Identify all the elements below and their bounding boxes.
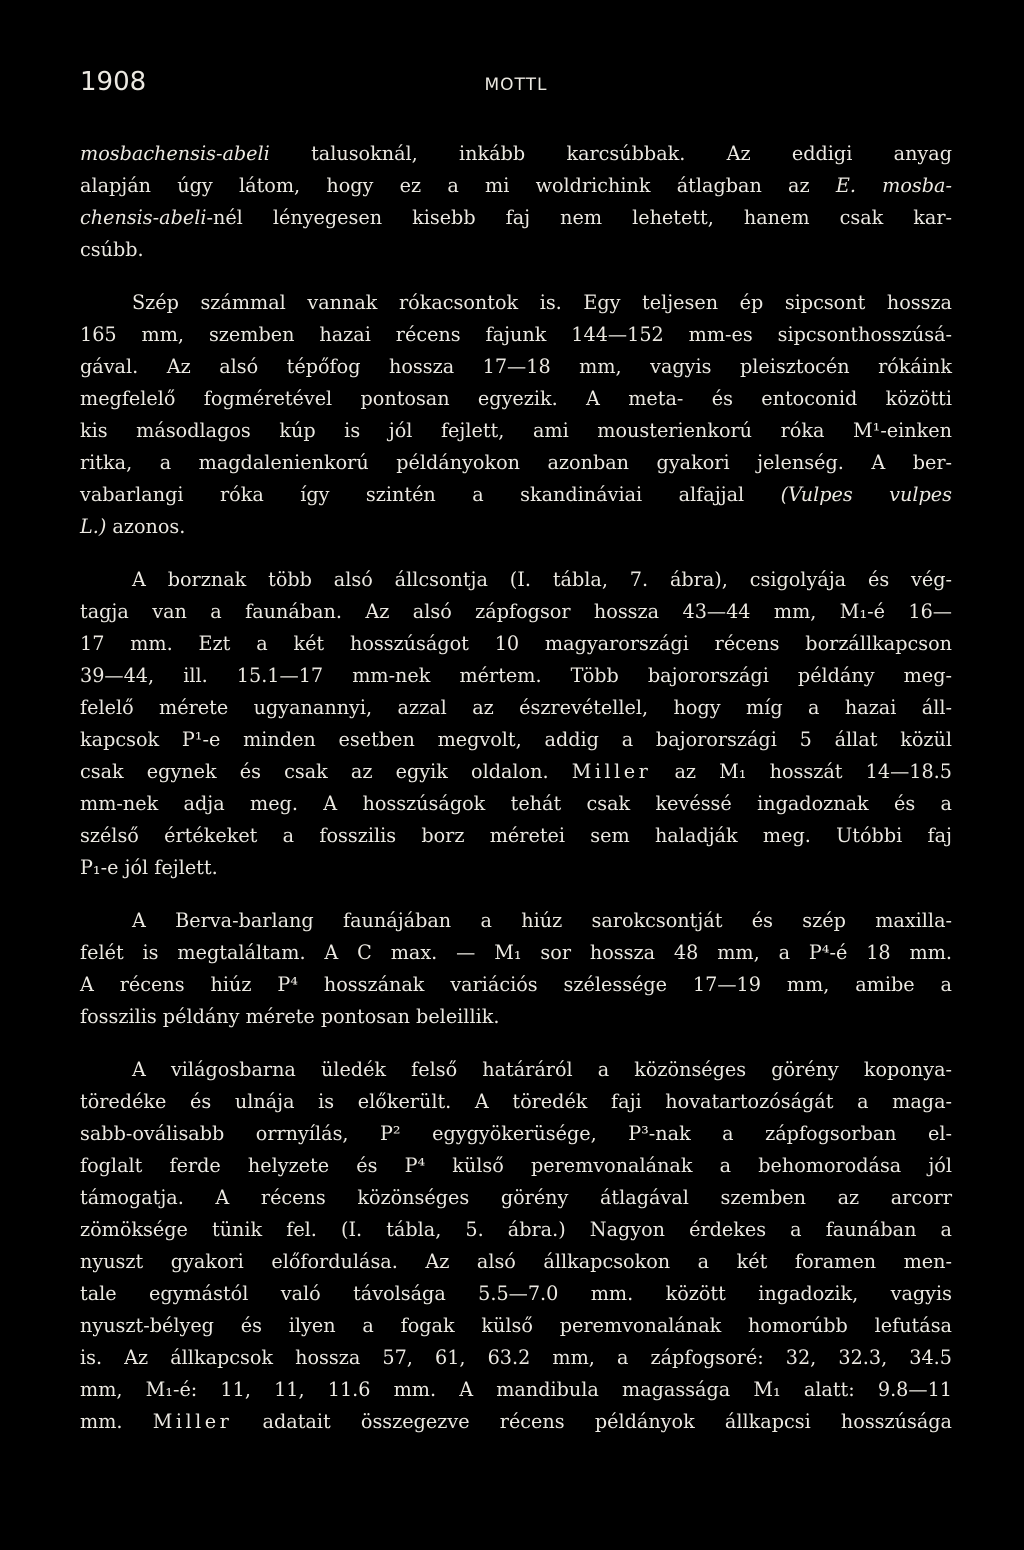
text-line: tale egymástól való távolsága 5.5—7.0 mm. között ingadozik, vagyis [80, 1282, 952, 1305]
text-line: 39—44, ill. 15.1—17 mm-nek mértem. Több bajorországi példány meg- [80, 664, 952, 687]
text-line: A récens hiúz P⁴ hosszának variációs szélessége 17—19 mm, amibe a [80, 973, 952, 996]
text-line: P₁-e jól fejlett. [80, 856, 218, 879]
text-line: vabarlangi róka így szintén a skandináviai alfajjal (Vulpes vulpes [80, 483, 952, 506]
text-line: felelő mérete ugyanannyi, azzal az észrevétellel, hogy míg a hazai áll- [80, 696, 952, 719]
text-line: A Berva-barlang faunájában a hiúz sarokcsontját és szép maxilla- [132, 909, 952, 932]
text-line: csúbb. [80, 238, 144, 261]
text-line: felét is megtaláltam. A C max. — M₁ sor hossza 48 mm, a P⁴-é 18 mm. [80, 941, 952, 964]
body-text [80, 138, 952, 1438]
paragraph-2 [80, 287, 952, 543]
text-line: kis másodlagos kúp is jól fejlett, ami mousterienkorú róka M¹-einken [80, 419, 952, 442]
page-header [80, 62, 952, 110]
text-line: A világosbarna üledék felső határáról a közönséges görény koponya- [132, 1058, 952, 1081]
paragraph-4 [80, 905, 952, 1033]
text-line: A borznak több alsó állcsontja (I. tábla, 7. ábra), csigolyája és vég- [132, 568, 952, 591]
text-line: alapján úgy látom, hogy ez a mi woldrichink átlagban az E. mosba- [80, 174, 952, 197]
text-line: kapcsok P¹-e minden esetben megvolt, addig a bajorországi 5 állat közül [80, 728, 952, 751]
text-line: mm-nek adja meg. A hosszúságok tehát csak kevéssé ingadoznak és a [80, 792, 952, 815]
text-line: nyuszt-bélyeg és ilyen a fogak külső peremvonalának homorúbb lefutása [80, 1314, 952, 1337]
text-line: fosszilis példány mérete pontosan beleillik. [80, 1005, 500, 1028]
text-line: mm, M₁-é: 11, 11, 11.6 mm. A mandibula magassága M₁ alatt: 9.8—11 [80, 1378, 952, 1401]
text-line: is. Az állkapcsok hossza 57, 61, 63.2 mm, a zápfogsoré: 32, 32.3, 34.5 [80, 1346, 952, 1369]
text-line: csak egynek és csak az egyik oldalon. Miller az M₁ hosszát 14—18.5 [80, 760, 952, 783]
text-line: zömöksége tünik fel. (I. tábla, 5. ábra.) Nagyon érdekes a faunában a [80, 1218, 952, 1241]
paragraph-5 [80, 1054, 952, 1438]
text-line: töredéke és ulnája is előkerült. A töredék faji hovatartozóságát a maga- [80, 1090, 952, 1113]
text-line: L.) azonos. [80, 515, 186, 538]
text-line: megfelelő fogméretével pontosan egyezik. A meta- és entoconid közötti [80, 387, 952, 410]
text-line: chensis-abeli-nél lényegesen kisebb faj nem lehetett, hanem csak kar- [80, 206, 952, 229]
text-line: 17 mm. Ezt a két hosszúságot 10 magyarországi récens borzállkapcson [80, 632, 952, 655]
text-line: ritka, a magdalenienkorú példányokon azonban gyakori jelenség. A ber- [80, 451, 952, 474]
text-line: támogatja. A récens közönséges görény átlagával szemben az arcorr [80, 1186, 952, 1209]
text-line: gával. Az alsó tépőfog hossza 17—18 mm, vagyis pleisztocén rókáink [80, 355, 952, 378]
running-head: MOTTL [484, 75, 548, 95]
paragraph-3 [80, 564, 952, 884]
page-number: 1908 [80, 67, 147, 97]
text-line: Szép számmal vannak rókacsontok is. Egy teljesen ép sipcsont hossza [132, 291, 952, 314]
text-line: szélső értékeket a fosszilis borz méretei sem haladják meg. Utóbbi faj [80, 824, 952, 847]
text-line: tagja van a faunában. Az alsó zápfogsor hossza 43—44 mm, M₁-é 16— [80, 600, 952, 623]
text-line: nyuszt gyakori előfordulása. Az alsó állkapcsokon a két foramen men- [80, 1250, 952, 1273]
text-line: mm. Miller adatait összegezve récens példányok állkapcsi hosszúsága [80, 1410, 953, 1433]
text-line: 165 mm, szemben hazai récens fajunk 144—152 mm-es sipcsonthosszúsá- [80, 323, 952, 346]
book-page [80, 62, 952, 1438]
text-line: foglalt ferde helyzete és P⁴ külső peremvonalának a behomorodása jól [80, 1154, 952, 1177]
paragraph-1 [80, 138, 952, 266]
text-line: sabb-oválisabb orrnyílás, P² egygyökerüsége, P³-nak a zápfogsorban el- [80, 1122, 952, 1145]
text-line: mosbachensis-abeli talusoknál, inkább karcsúbbak. Az eddigi anyag [80, 142, 952, 165]
